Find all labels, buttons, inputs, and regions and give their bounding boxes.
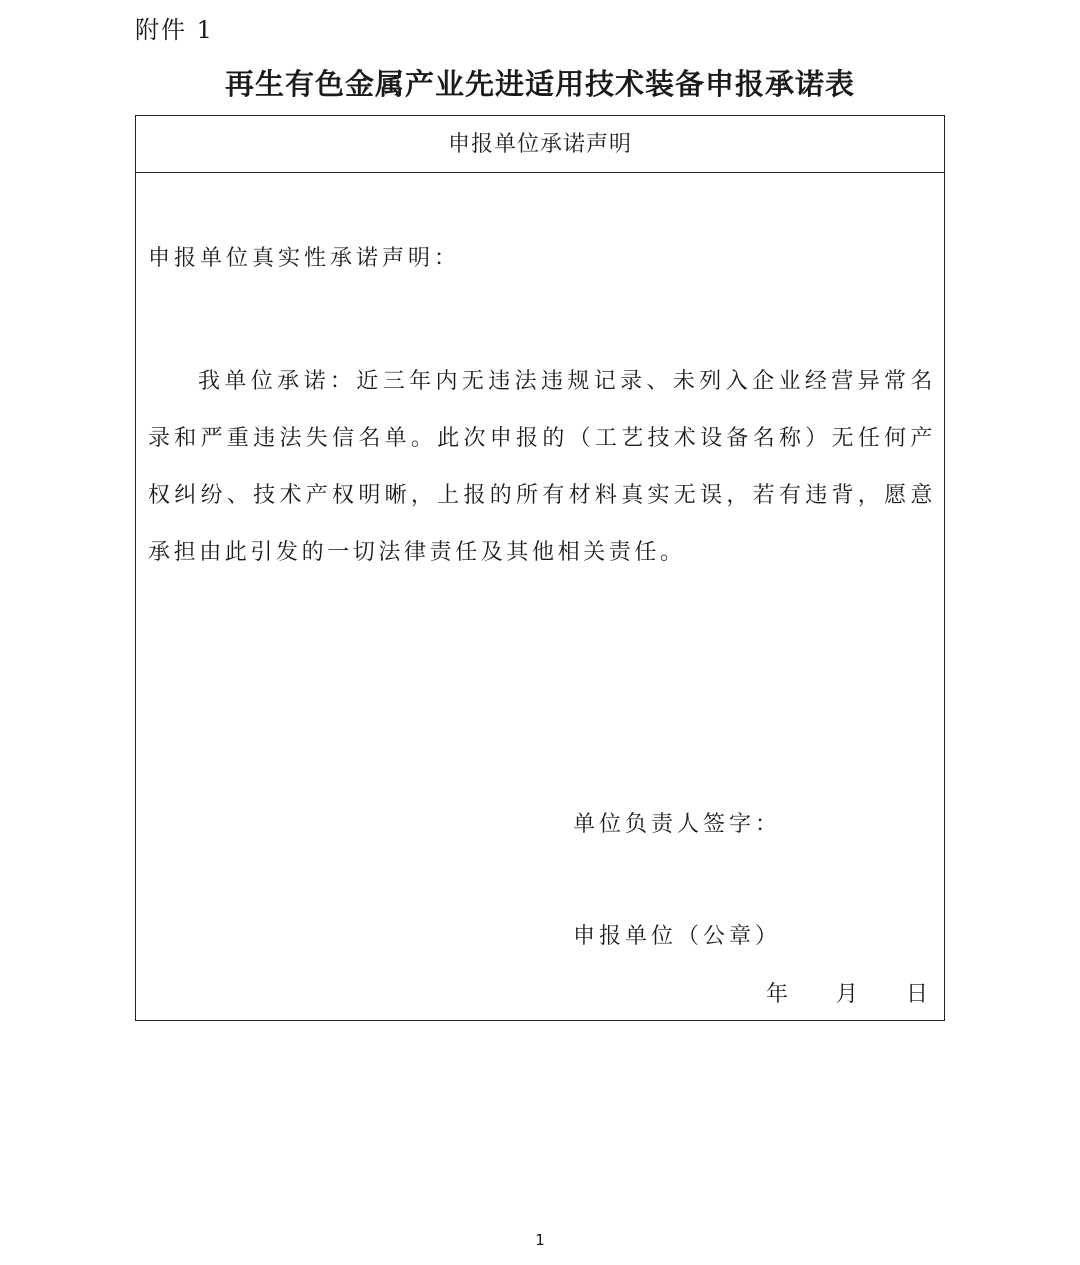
date-month-label: 月 [835, 982, 862, 1007]
declaration-heading: 申报单位真实性承诺声明： [148, 246, 461, 271]
signature-label: 单位负责人签字： [573, 812, 782, 837]
date-line [766, 979, 932, 1011]
date-day-label: 日 [905, 982, 932, 1007]
document-title: 再生有色金属产业先进适用技术装备申报承诺表 [224, 67, 855, 101]
seal-label: 申报单位（公章） [573, 924, 782, 949]
commitment-form-table [135, 115, 945, 1021]
date-year-label: 年 [765, 982, 792, 1007]
attachment-label: 附件 1 [135, 16, 214, 44]
table-header: 申报单位承诺声明 [136, 116, 944, 173]
declaration-paragraph: 我单位承诺：近三年内无违法违规记录、未列入企业经营异常名录和严重违法失信名单。此次申报的（工艺技术设备名称）无任何产权纠纷、技术产权明晰，上报的所有材料真实无误，若有违背，愿意承担由此引发的一切法律责任及其他相关责任。 [148, 369, 936, 565]
table-body [136, 173, 944, 1021]
page-number: 1 [535, 1231, 545, 1249]
